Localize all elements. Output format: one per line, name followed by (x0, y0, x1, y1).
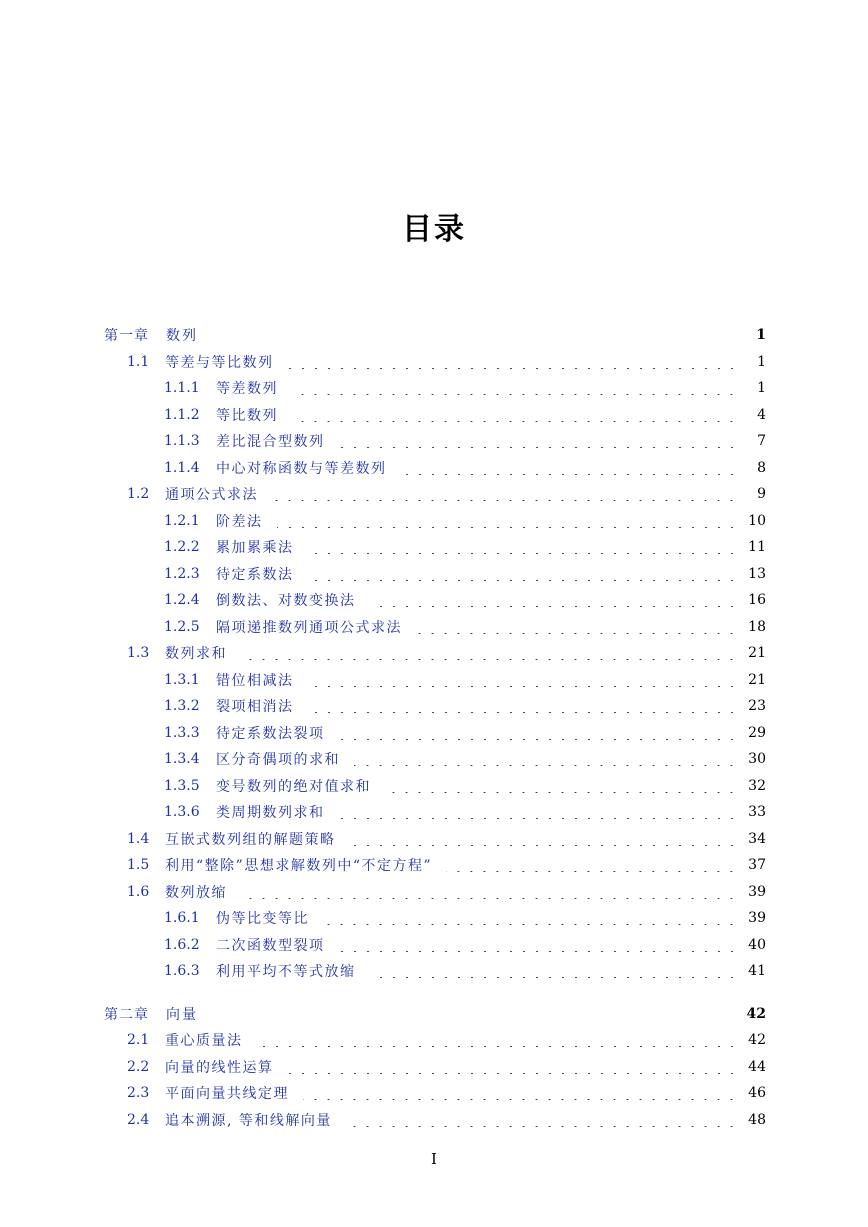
dot-leader (272, 487, 738, 501)
entry-title[interactable]: 倒数法、对数变换法 (216, 593, 356, 610)
toc-subsection-entry[interactable] (104, 508, 766, 535)
toc-subsection-entry[interactable] (104, 587, 766, 614)
entry-title[interactable]: 利用平均不等式放缩 (216, 964, 356, 981)
dot-leader (288, 355, 739, 369)
dot-leader (346, 1113, 738, 1127)
dot-leader (370, 964, 739, 978)
toc-subsection-entry[interactable] (104, 958, 766, 985)
entry-number: 1.2.1 (164, 512, 200, 529)
dot-leader (257, 1033, 739, 1047)
entry-page-number: 46 (748, 1085, 766, 1102)
dot-leader (292, 381, 738, 395)
entry-page-number: 29 (748, 724, 766, 741)
entry-number: 1.3.6 (164, 804, 200, 821)
entry-title[interactable]: 裂项相消法 (216, 699, 294, 716)
toc-section-entry[interactable] (104, 1054, 766, 1081)
entry-page-number: 21 (748, 645, 766, 662)
toc-section-entry[interactable] (104, 640, 766, 667)
entry-page-number: 44 (748, 1058, 766, 1075)
toc-section-entry[interactable] (104, 879, 766, 906)
entry-number: 1.6.3 (164, 963, 200, 980)
chapter-page-number: 42 (746, 1005, 766, 1022)
entry-title[interactable]: 中心对称函数与等差数列 (216, 460, 387, 477)
toc-subsection-entry[interactable] (104, 375, 766, 402)
entry-page-number: 33 (748, 804, 766, 821)
toc-subsection-entry[interactable] (104, 667, 766, 694)
chapter-label: 第二章 (104, 1006, 149, 1023)
entry-page-number: 21 (748, 671, 766, 688)
toc-section-entry[interactable] (104, 852, 766, 879)
chapter-page-number: 1 (756, 327, 766, 344)
toc-subsection-entry[interactable] (104, 932, 766, 959)
toc-heading: 目录 (402, 212, 466, 247)
entry-page-number: 23 (748, 698, 766, 715)
entry-number: 1.2.5 (164, 618, 200, 635)
entry-number: 1.3 (127, 645, 150, 662)
toc-subsection-entry[interactable] (104, 720, 766, 747)
entry-title[interactable]: 变号数列的绝对值求和 (216, 778, 371, 795)
chapter-gap (104, 985, 766, 1001)
toc-subsection-entry[interactable] (104, 428, 766, 455)
toc-section-entry[interactable] (104, 1027, 766, 1054)
entry-page-number: 39 (748, 910, 766, 927)
entry-page-number: 37 (748, 857, 766, 874)
entry-page-number: 9 (757, 486, 766, 503)
dot-leader (354, 752, 738, 766)
toc-section-entry[interactable] (104, 1080, 766, 1107)
entry-page-number: 30 (748, 751, 766, 768)
toc-chapter-entry[interactable] (104, 322, 766, 349)
entry-number: 2.1 (127, 1032, 150, 1049)
dot-leader (308, 673, 739, 687)
entry-title[interactable]: 类周期数列求和 (216, 805, 325, 822)
dot-leader (308, 567, 739, 581)
entry-number: 1.3.3 (164, 724, 200, 741)
entry-title[interactable]: 阶差法 (216, 513, 263, 530)
entry-number: 1.3.2 (164, 698, 200, 715)
dot-leader (401, 461, 739, 475)
dot-leader (277, 514, 739, 528)
chapter-label: 第一章 (104, 328, 149, 345)
table-of-contents (104, 322, 766, 1133)
entry-page-number: 13 (748, 565, 766, 582)
dot-leader (339, 726, 739, 740)
toc-subsection-entry[interactable] (104, 455, 766, 482)
dot-leader (308, 540, 739, 554)
entry-title[interactable]: 伪等比变等比 (216, 911, 309, 928)
entry-title[interactable]: 区分奇偶项的求和 (216, 752, 340, 769)
entry-number: 1.1.4 (164, 459, 200, 476)
entry-number: 1.2.4 (164, 592, 200, 609)
entry-title[interactable]: 利用“整除”思想求解数列中“不定方程” (165, 858, 433, 875)
toc-subsection-entry[interactable] (104, 561, 766, 588)
toc-subsection-entry[interactable] (104, 905, 766, 932)
entry-number: 1.4 (127, 830, 150, 847)
entry-page-number: 34 (748, 830, 766, 847)
entry-number: 1.3.5 (164, 777, 200, 794)
dot-leader (308, 699, 739, 713)
entry-title[interactable]: 追本溯源, 等和线解向量 (165, 1112, 332, 1129)
entry-number: 1.6 (127, 883, 150, 900)
entry-title[interactable]: 平面向量共线定理 (165, 1086, 289, 1103)
entry-title[interactable]: 通项公式求法 (165, 487, 258, 504)
entry-title[interactable]: 待定系数法 (216, 566, 294, 583)
entry-title[interactable]: 等比数列 (216, 407, 278, 424)
chapter-title[interactable]: 向量 (166, 1006, 198, 1023)
dot-leader (385, 779, 738, 793)
entry-title[interactable]: 等差数列 (216, 381, 278, 398)
toc-chapter-entry[interactable] (104, 1001, 766, 1028)
entry-title[interactable]: 累加累乘法 (216, 540, 294, 557)
entry-title[interactable]: 互嵌式数列组的解题策略 (165, 831, 336, 848)
entry-number: 1.1.3 (164, 433, 200, 450)
entry-title[interactable]: 二次函数型裂项 (216, 937, 325, 954)
entry-title[interactable]: 向量的线性运算 (165, 1059, 274, 1076)
entry-number: 1.3.1 (164, 671, 200, 688)
entry-title[interactable]: 数列求和 (165, 646, 227, 663)
dot-leader (370, 593, 739, 607)
entry-page-number: 48 (748, 1111, 766, 1128)
dot-leader (303, 1086, 738, 1100)
entry-title[interactable]: 差比混合型数列 (216, 434, 325, 451)
entry-page-number: 4 (757, 406, 766, 423)
entry-page-number: 41 (748, 963, 766, 980)
entry-page-number: 39 (748, 883, 766, 900)
entry-title[interactable]: 隔项递推数列通项公式求法 (216, 619, 402, 636)
entry-page-number: 42 (748, 1032, 766, 1049)
entry-title[interactable]: 等差与等比数列 (165, 354, 274, 371)
entry-page-number: 10 (748, 512, 766, 529)
dot-leader (292, 408, 738, 422)
entry-number: 1.2.3 (164, 565, 200, 582)
entry-number: 1.2.2 (164, 539, 200, 556)
entry-page-number: 1 (757, 353, 766, 370)
entry-page-number: 11 (748, 539, 766, 556)
toc-subsection-entry[interactable] (104, 402, 766, 429)
toc-section-entry[interactable] (104, 826, 766, 853)
toc-section-entry[interactable] (104, 349, 766, 376)
toc-subsection-entry[interactable] (104, 693, 766, 720)
entry-number: 1.6.2 (164, 936, 200, 953)
dot-leader (339, 938, 739, 952)
dot-leader (288, 1060, 739, 1074)
dot-leader (241, 885, 738, 899)
toc-subsection-entry[interactable] (104, 746, 766, 773)
entry-number: 1.6.1 (164, 910, 200, 927)
entry-page-number: 1 (757, 380, 766, 397)
entry-page-number: 16 (748, 592, 766, 609)
entry-number: 1.3.4 (164, 751, 200, 768)
toc-subsection-entry[interactable] (104, 614, 766, 641)
page-number: I (431, 1150, 437, 1168)
entry-number: 1.5 (127, 857, 150, 874)
entry-page-number: 40 (748, 936, 766, 953)
toc-section-entry[interactable] (104, 1107, 766, 1134)
dot-leader (339, 805, 739, 819)
entry-number: 1.2 (127, 486, 150, 503)
toc-subsection-entry[interactable] (104, 534, 766, 561)
toc-subsection-entry[interactable] (104, 773, 766, 800)
entry-title[interactable]: 重心质量法 (165, 1033, 243, 1050)
toc-section-entry[interactable] (104, 481, 766, 508)
dot-leader (339, 434, 739, 448)
entry-page-number: 8 (757, 459, 766, 476)
dot-leader (350, 832, 739, 846)
chapter-title[interactable]: 数列 (166, 328, 198, 345)
entry-number: 1.1.2 (164, 406, 200, 423)
entry-page-number: 32 (748, 777, 766, 794)
entry-title[interactable]: 数列放缩 (165, 884, 227, 901)
entry-number: 2.4 (127, 1111, 150, 1128)
dot-leader (241, 646, 738, 660)
entry-number: 1.1 (127, 353, 150, 370)
entry-number: 1.1.1 (164, 380, 200, 397)
dot-leader (446, 858, 738, 872)
toc-subsection-entry[interactable] (104, 799, 766, 826)
dot-leader (323, 911, 738, 925)
entry-number: 2.3 (127, 1085, 150, 1102)
entry-title[interactable]: 错位相减法 (216, 672, 294, 689)
entry-number: 2.2 (127, 1058, 150, 1075)
entry-page-number: 7 (757, 433, 766, 450)
entry-page-number: 18 (748, 618, 766, 635)
entry-title[interactable]: 待定系数法裂项 (216, 725, 325, 742)
dot-leader (416, 620, 738, 634)
